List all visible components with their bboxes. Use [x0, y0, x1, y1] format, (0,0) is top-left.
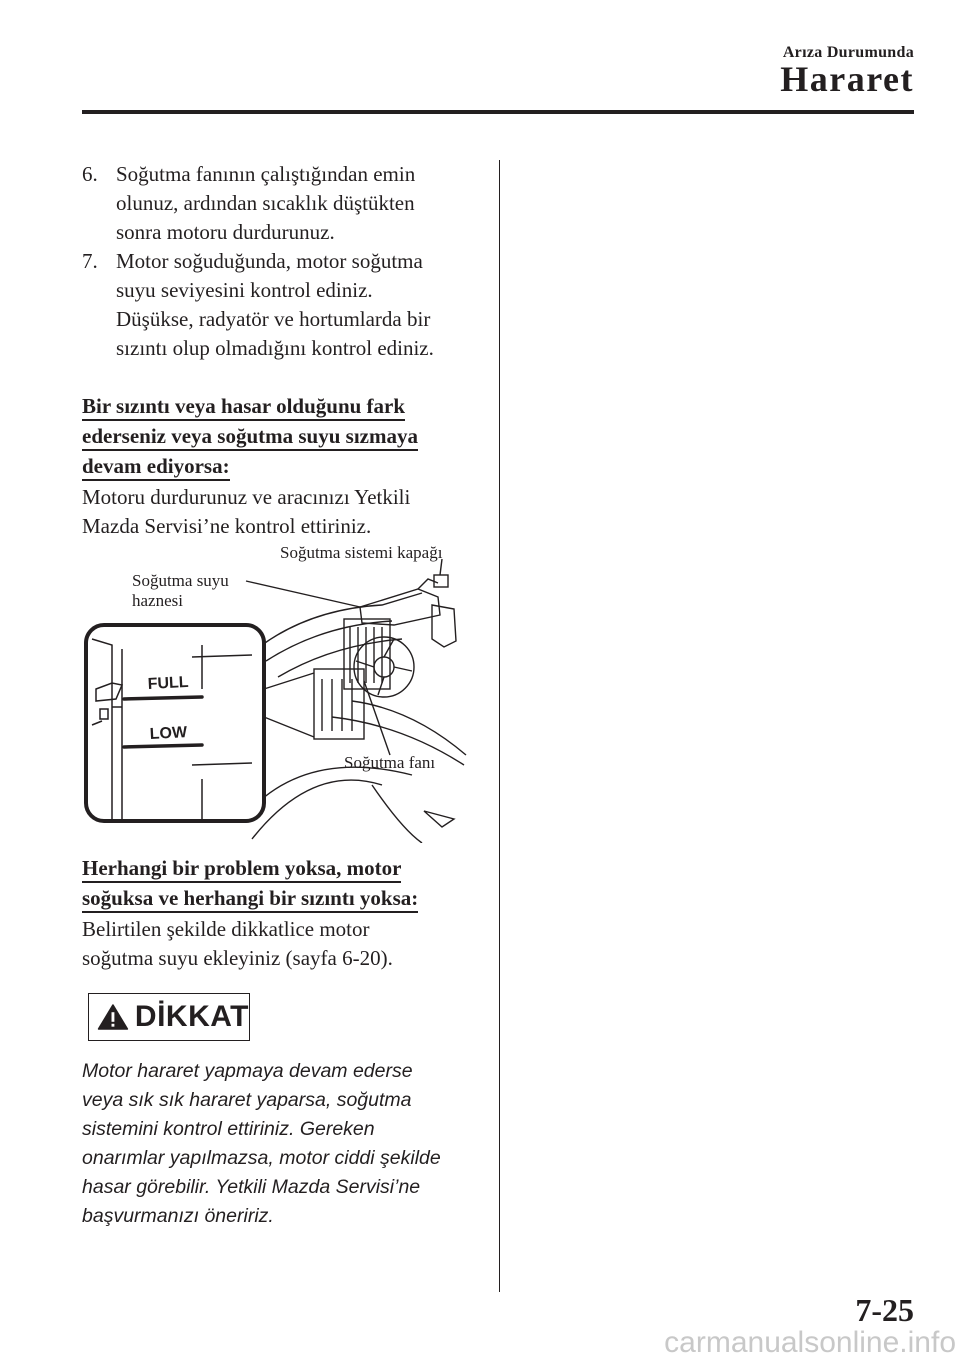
label-reservoir-line2: haznesi — [132, 591, 183, 610]
caution-line: sistemini kontrol ettiriniz. Gereken — [82, 1118, 375, 1140]
caution-text — [82, 1057, 482, 1231]
page-number: 7-25 — [855, 1292, 914, 1328]
full-level-line — [124, 697, 202, 699]
caution-line: Motor hararet yapmaya devam ederse — [82, 1060, 413, 1082]
no-problem-body — [82, 915, 482, 973]
column-divider — [499, 160, 500, 1292]
no-problem-heading — [82, 853, 482, 913]
body-line: Motoru durdurunuz ve aracınızı Yetkili — [82, 485, 411, 509]
caution-line: hasar görebilir. Yetkili Mazda Servisi’ne — [82, 1176, 421, 1198]
step-item — [82, 247, 482, 363]
watermark: carmanualsonline.info — [664, 1326, 956, 1359]
step-line: sonra motoru durdurunuz. — [116, 220, 335, 244]
heading-line: soğuksa ve herhangi bir sızıntı yoksa: — [82, 886, 418, 913]
step-line: Soğutma fanının çalıştığından emin — [116, 162, 416, 186]
body-line: Belirtilen şekilde dikkatlice motor — [82, 917, 370, 941]
step-number: 7. — [82, 249, 98, 273]
step-line: Motor soğuduğunda, motor soğutma — [116, 249, 423, 273]
step-line: suyu seviyesini kontrol ediniz. — [116, 278, 373, 302]
step-list — [82, 160, 482, 363]
header-section-name: Arıza Durumunda — [782, 44, 914, 61]
step-line: olunuz, ardından sıcaklık düştükten — [116, 191, 415, 215]
leak-heading — [82, 391, 482, 481]
warning-triangle-icon — [97, 1000, 129, 1034]
leak-body — [82, 483, 482, 541]
label-cooling-fan: Soğutma fanı — [344, 753, 436, 772]
heading-line: Herhangi bir problem yoksa, motor — [82, 856, 401, 883]
caution-line: onarımlar yapılmazsa, motor ciddi şekilde — [82, 1147, 441, 1169]
label-radiator-cap: Soğutma sistemi kapağı — [280, 543, 443, 562]
header-rule — [82, 110, 914, 114]
step-line: sızıntı olup olmadığını kontrol ediniz. — [116, 336, 434, 360]
heading-line: Bir sızıntı veya hasar olduğunu fark — [82, 394, 405, 421]
heading-line: ederseniz veya soğutma suyu sızmaya — [82, 424, 418, 451]
step-number: 6. — [82, 162, 98, 186]
left-column — [82, 160, 482, 1231]
caution-line: veya sık sık hararet yaparsa, soğutma — [82, 1089, 412, 1111]
body-line: Mazda Servisi’ne kontrol ettiriniz. — [82, 514, 372, 538]
caution-badge — [88, 993, 250, 1041]
caution-label: DİKKAT — [134, 1000, 249, 1033]
caution-line: başvurmanızı öneririz. — [82, 1205, 274, 1227]
page-title: Hararet — [780, 59, 914, 99]
step-line: Düşükse, radyatör ve hortumlarda bir — [116, 307, 431, 331]
low-mark: LOW — [149, 724, 188, 743]
step-item — [82, 160, 482, 247]
low-level-line — [124, 745, 202, 747]
full-mark: FULL — [147, 673, 190, 693]
heading-line: devam ediyorsa: — [82, 454, 230, 481]
label-reservoir-line1: Soğutma suyu — [132, 571, 229, 590]
body-line: soğutma suyu ekleyiniz (sayfa 6-20). — [82, 946, 393, 970]
cooling-system-figure — [82, 543, 482, 843]
